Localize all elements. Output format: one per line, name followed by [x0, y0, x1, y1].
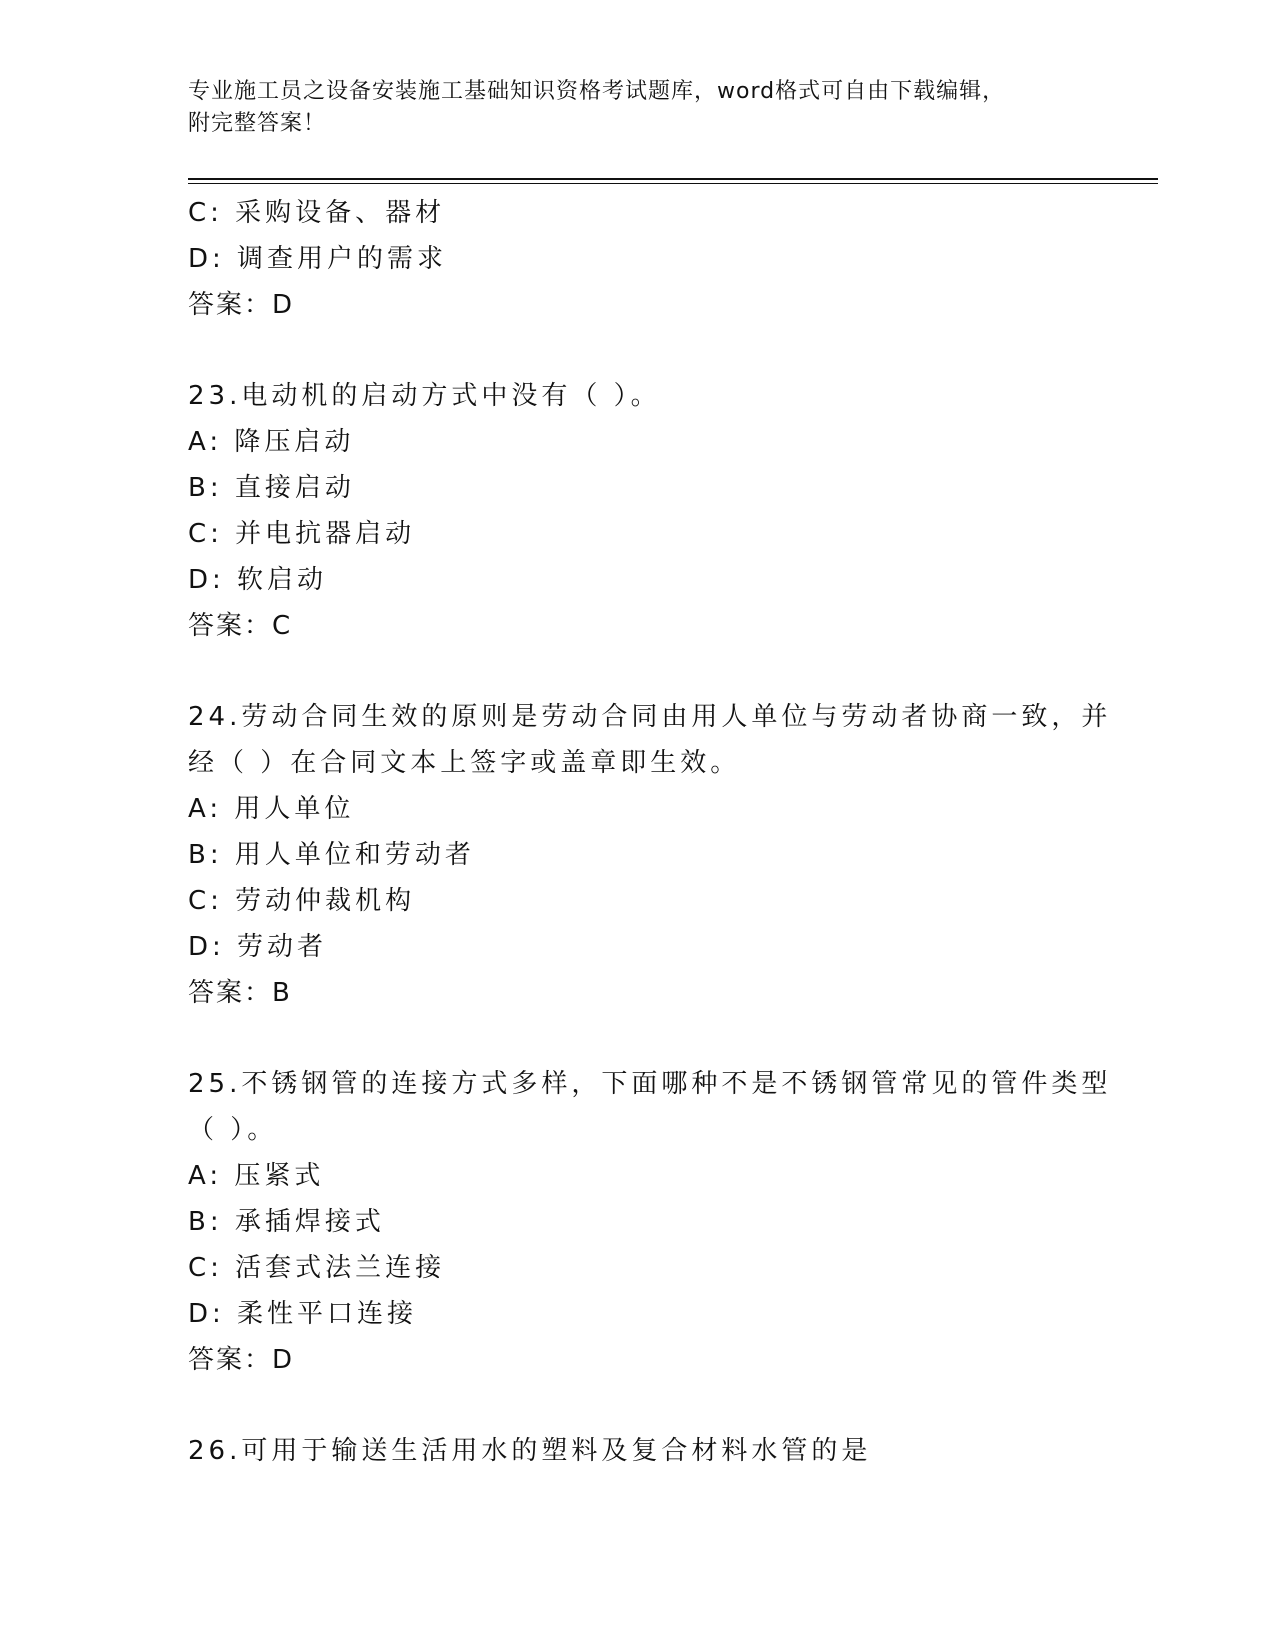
question-text: 25.不锈钢管的连接方式多样，下面哪种不是不锈钢管常见的管件类型: [188, 1069, 1112, 1099]
question-text: 23.电动机的启动方式中没有（ ）。: [188, 381, 661, 411]
spacer: [188, 1383, 1088, 1428]
question-text-continued: 经（ ）在合同文本上签字或盖章即生效。: [188, 748, 741, 778]
option-item: A: 用人单位: [188, 794, 355, 824]
option-item: A: 压紧式: [188, 1161, 325, 1191]
question-text: 24.劳动合同生效的原则是劳动合同由用人单位与劳动者协商一致，并: [188, 702, 1112, 732]
question-text: 26.可用于输送生活用水的塑料及复合材料水管的是: [188, 1436, 872, 1466]
spacer: [188, 328, 1088, 373]
option-item: C: 劳动仲裁机构: [188, 886, 416, 916]
question-block: [188, 1428, 1088, 1474]
option-item: C: 采购设备、器材: [188, 198, 446, 228]
spacer: [188, 1016, 1088, 1061]
option-item: B: 直接启动: [188, 473, 355, 503]
answer-line: 答案：D: [188, 1345, 295, 1375]
option-item: D: 软启动: [188, 565, 328, 595]
option-item: A: 降压启动: [188, 427, 355, 457]
question-block: [188, 373, 1088, 649]
option-item: D: 调查用户的需求: [188, 244, 448, 274]
previous-question-tail: [188, 190, 1088, 328]
answer-line: 答案：B: [188, 978, 292, 1008]
question-list: [188, 190, 1112, 1474]
header-line-1: 专业施工员之设备安装施工基础知识资格考试题库，word格式可自由下载编辑，: [188, 79, 1006, 104]
option-item: B: 用人单位和劳动者: [188, 840, 475, 870]
spacer: [188, 649, 1088, 694]
question-block: [188, 1061, 1112, 1383]
document-header: [188, 76, 1068, 140]
answer-line: 答案：C: [188, 611, 293, 641]
option-item: D: 劳动者: [188, 932, 328, 962]
option-item: C: 活套式法兰连接: [188, 1253, 446, 1283]
option-item: C: 并电抗器启动: [188, 519, 416, 549]
option-item: B: 承插焊接式: [188, 1207, 385, 1237]
answer-line: 答案：D: [188, 290, 295, 320]
option-item: D: 柔性平口连接: [188, 1299, 418, 1329]
header-line-2: 附完整答案！: [188, 111, 327, 136]
question-block: [188, 694, 1112, 1016]
header-divider: [188, 178, 1158, 184]
question-text-continued: （ ）。: [188, 1115, 278, 1145]
